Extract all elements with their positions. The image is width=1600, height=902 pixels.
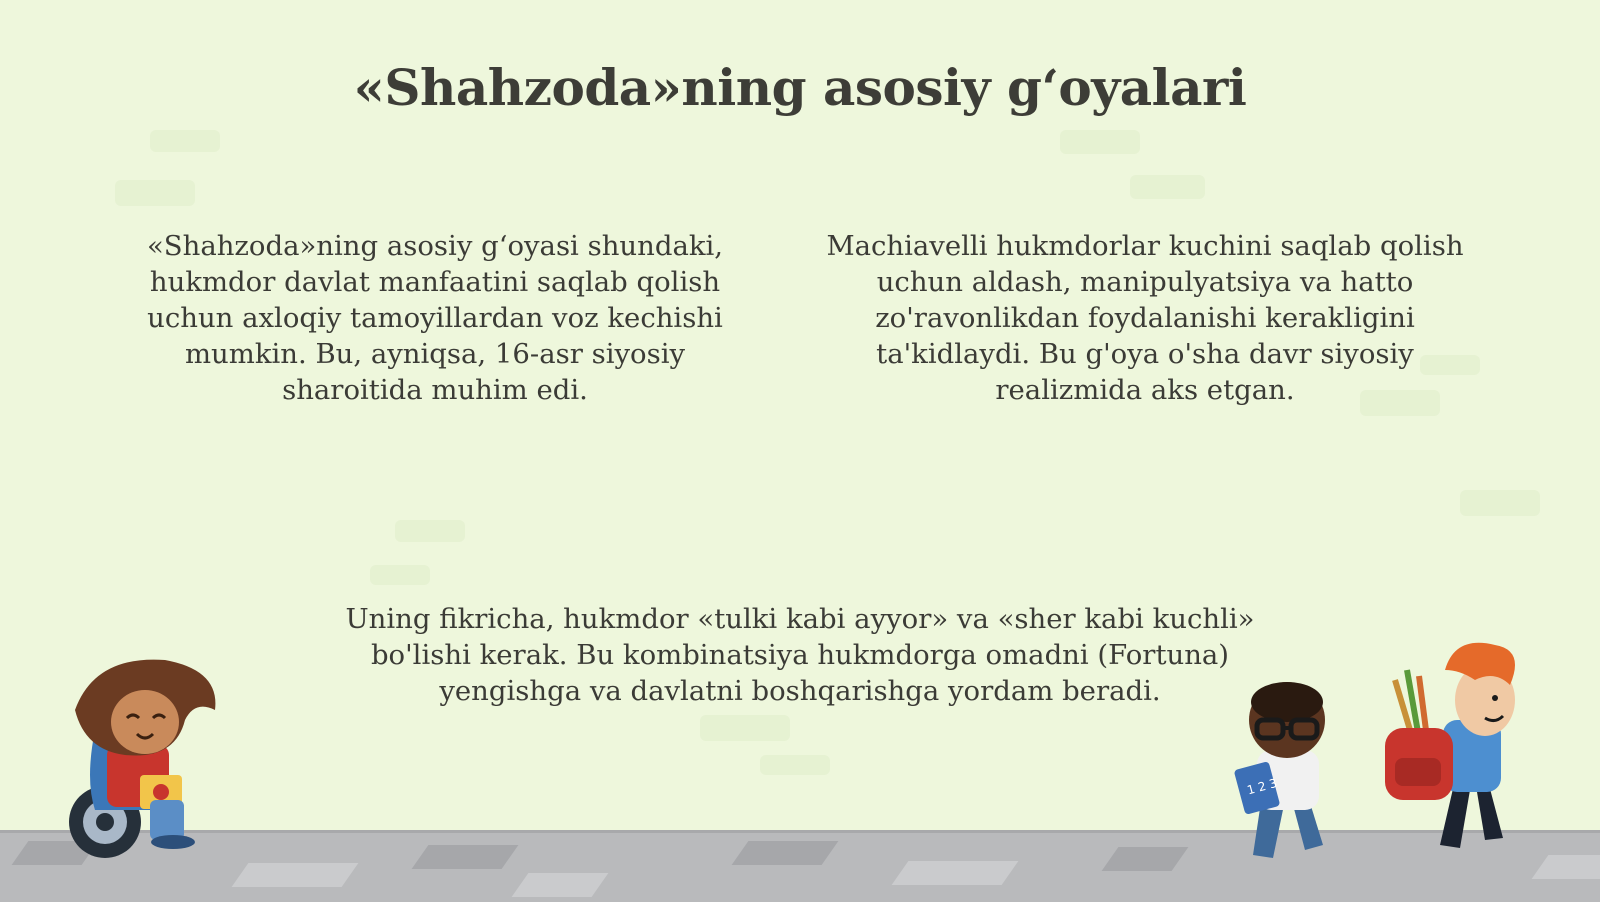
kid-wheelchair-illustration bbox=[55, 650, 235, 880]
road-strip bbox=[0, 830, 1600, 902]
svg-text:1 2 3: 1 2 3 bbox=[1245, 775, 1279, 798]
kid-backpack-illustration bbox=[1385, 640, 1535, 870]
paragraph-fox-lion: Uning fikricha, hukmdor «tulki kabi ayyor» va «sher kabi kuchli» bo'lishi kerak. Bu kombinatsiya hukmdorga omadni (Fortuna) yengishga va davlatni boshqarishga yordam beradi. bbox=[345, 603, 1255, 707]
paragraph-machiavelli: Machiavelli hukmdorlar kuchini saqlab qolish uchun aldash, manipulyatsiya va hatto zo'ravonlikdan foydalanishi kerakligini ta'kidlaydi. Bu g'oya o'sha davr siyosiy realizmida aks etgan. bbox=[826, 230, 1464, 406]
paragraph-main-idea: «Shahzoda»ning asosiy g‘oyasi shundaki, hukmdor davlat manfaatini saqlab qolish uchun axloqiy tamoyillardan voz kechishi mumkin. Bu, ayniqsa, 16-asr siyosiy sharoitida muhim edi. bbox=[146, 230, 724, 406]
kid-glasses-book-illustration bbox=[1225, 680, 1355, 880]
slide-title: «Shahzoda»ning asosiy g‘oyalari bbox=[353, 58, 1247, 117]
